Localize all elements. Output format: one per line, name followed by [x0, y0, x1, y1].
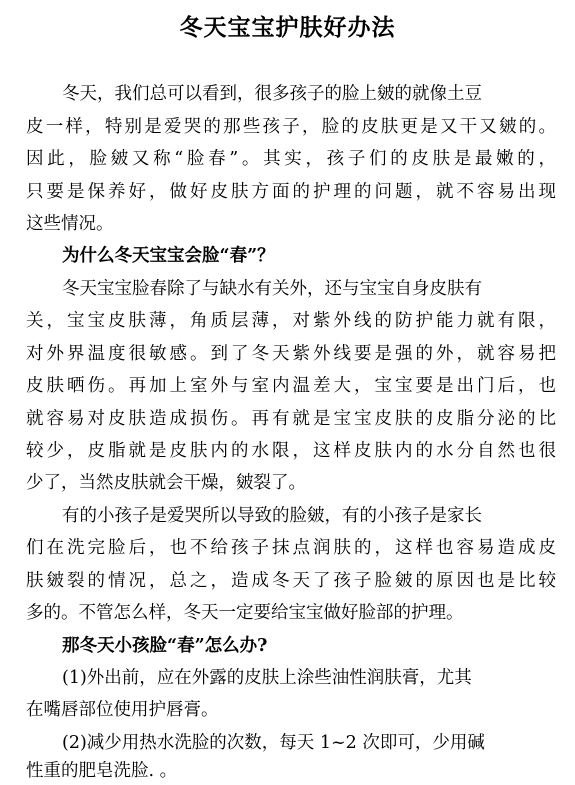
paragraph-3-line-2: 们在洗完脸后，也不给孩子抹点润肤的，这样也容易造成皮	[26, 538, 556, 558]
paragraph-3-line-4: 多的。不管怎么样，冬天一定要给宝宝做好脸部的护理。	[26, 603, 464, 623]
paragraph-2-line-3: 对外界温度很敏感。到了冬天紫外线要是强的外，就容易把	[26, 344, 556, 364]
tip-2-line-1: (2)减少用热水洗脸的次数，每天 1~2 次即可，少用碱	[62, 733, 485, 753]
paragraph-2-line-6: 较少，皮脂就是皮肤内的水限，这样皮肤内的水分自然也很	[26, 441, 556, 461]
section-heading-how: 那冬天小孩脸“春”怎么办?	[62, 636, 268, 656]
tip-1-line-2: 在嘴唇部位使用护唇膏。	[26, 700, 219, 720]
paragraph-1-line-4: 只要是保养好，做好皮肤方面的护理的问题，就不容易出现	[26, 182, 556, 202]
paragraph-2-line-4: 皮肤晒伤。再加上室外与室内温差大，宝宝要是出门后，也	[26, 376, 556, 396]
paragraph-2-line-7: 少了，当然皮肤就会干燥，皴裂了。	[26, 473, 306, 493]
paragraph-2-line-5: 就容易对皮肤造成损伤。再有就是宝宝皮肤的皮脂分泌的比	[26, 409, 556, 429]
paragraph-1-line-5: 这些情况。	[26, 214, 114, 234]
tip-1-line-1: (1)外出前，应在外露的皮肤上涂些油性润肤膏，尤其	[62, 668, 472, 688]
paragraph-1-line-2: 皮一样，特别是爱哭的那些孩子，脸的皮肤更是又干又皴的。	[26, 117, 556, 137]
paragraph-2-line-2: 关，宝宝皮肤薄，角质层薄，对紫外线的防护能力就有限，	[26, 311, 556, 331]
tip-2-line-2: 性重的肥皂洗脸. 。	[26, 761, 178, 781]
document-title: 冬天宝宝护肤好办法	[179, 14, 396, 41]
paragraph-1-line-1: 冬天，我们总可以看到，很多孩子的脸上皴的就像土豆	[62, 84, 482, 104]
section-heading-why: 为什么冬天宝宝会脸“春”？	[62, 246, 275, 266]
paragraph-1-line-3: 因此，脸皴又称“脸春”。其实，孩子们的皮肤是最嫩的，	[26, 149, 556, 169]
paragraph-3-line-1: 有的小孩子是爱哭所以导致的脸皴，有的小孩子是家长	[62, 506, 482, 526]
paragraph-2-line-1: 冬天宝宝脸春除了与缺水有关外，还与宝宝自身皮肤有	[62, 279, 482, 299]
paragraph-3-line-3: 肤皴裂的情况，总之，造成冬天了孩子脸皴的原因也是比较	[26, 571, 556, 591]
